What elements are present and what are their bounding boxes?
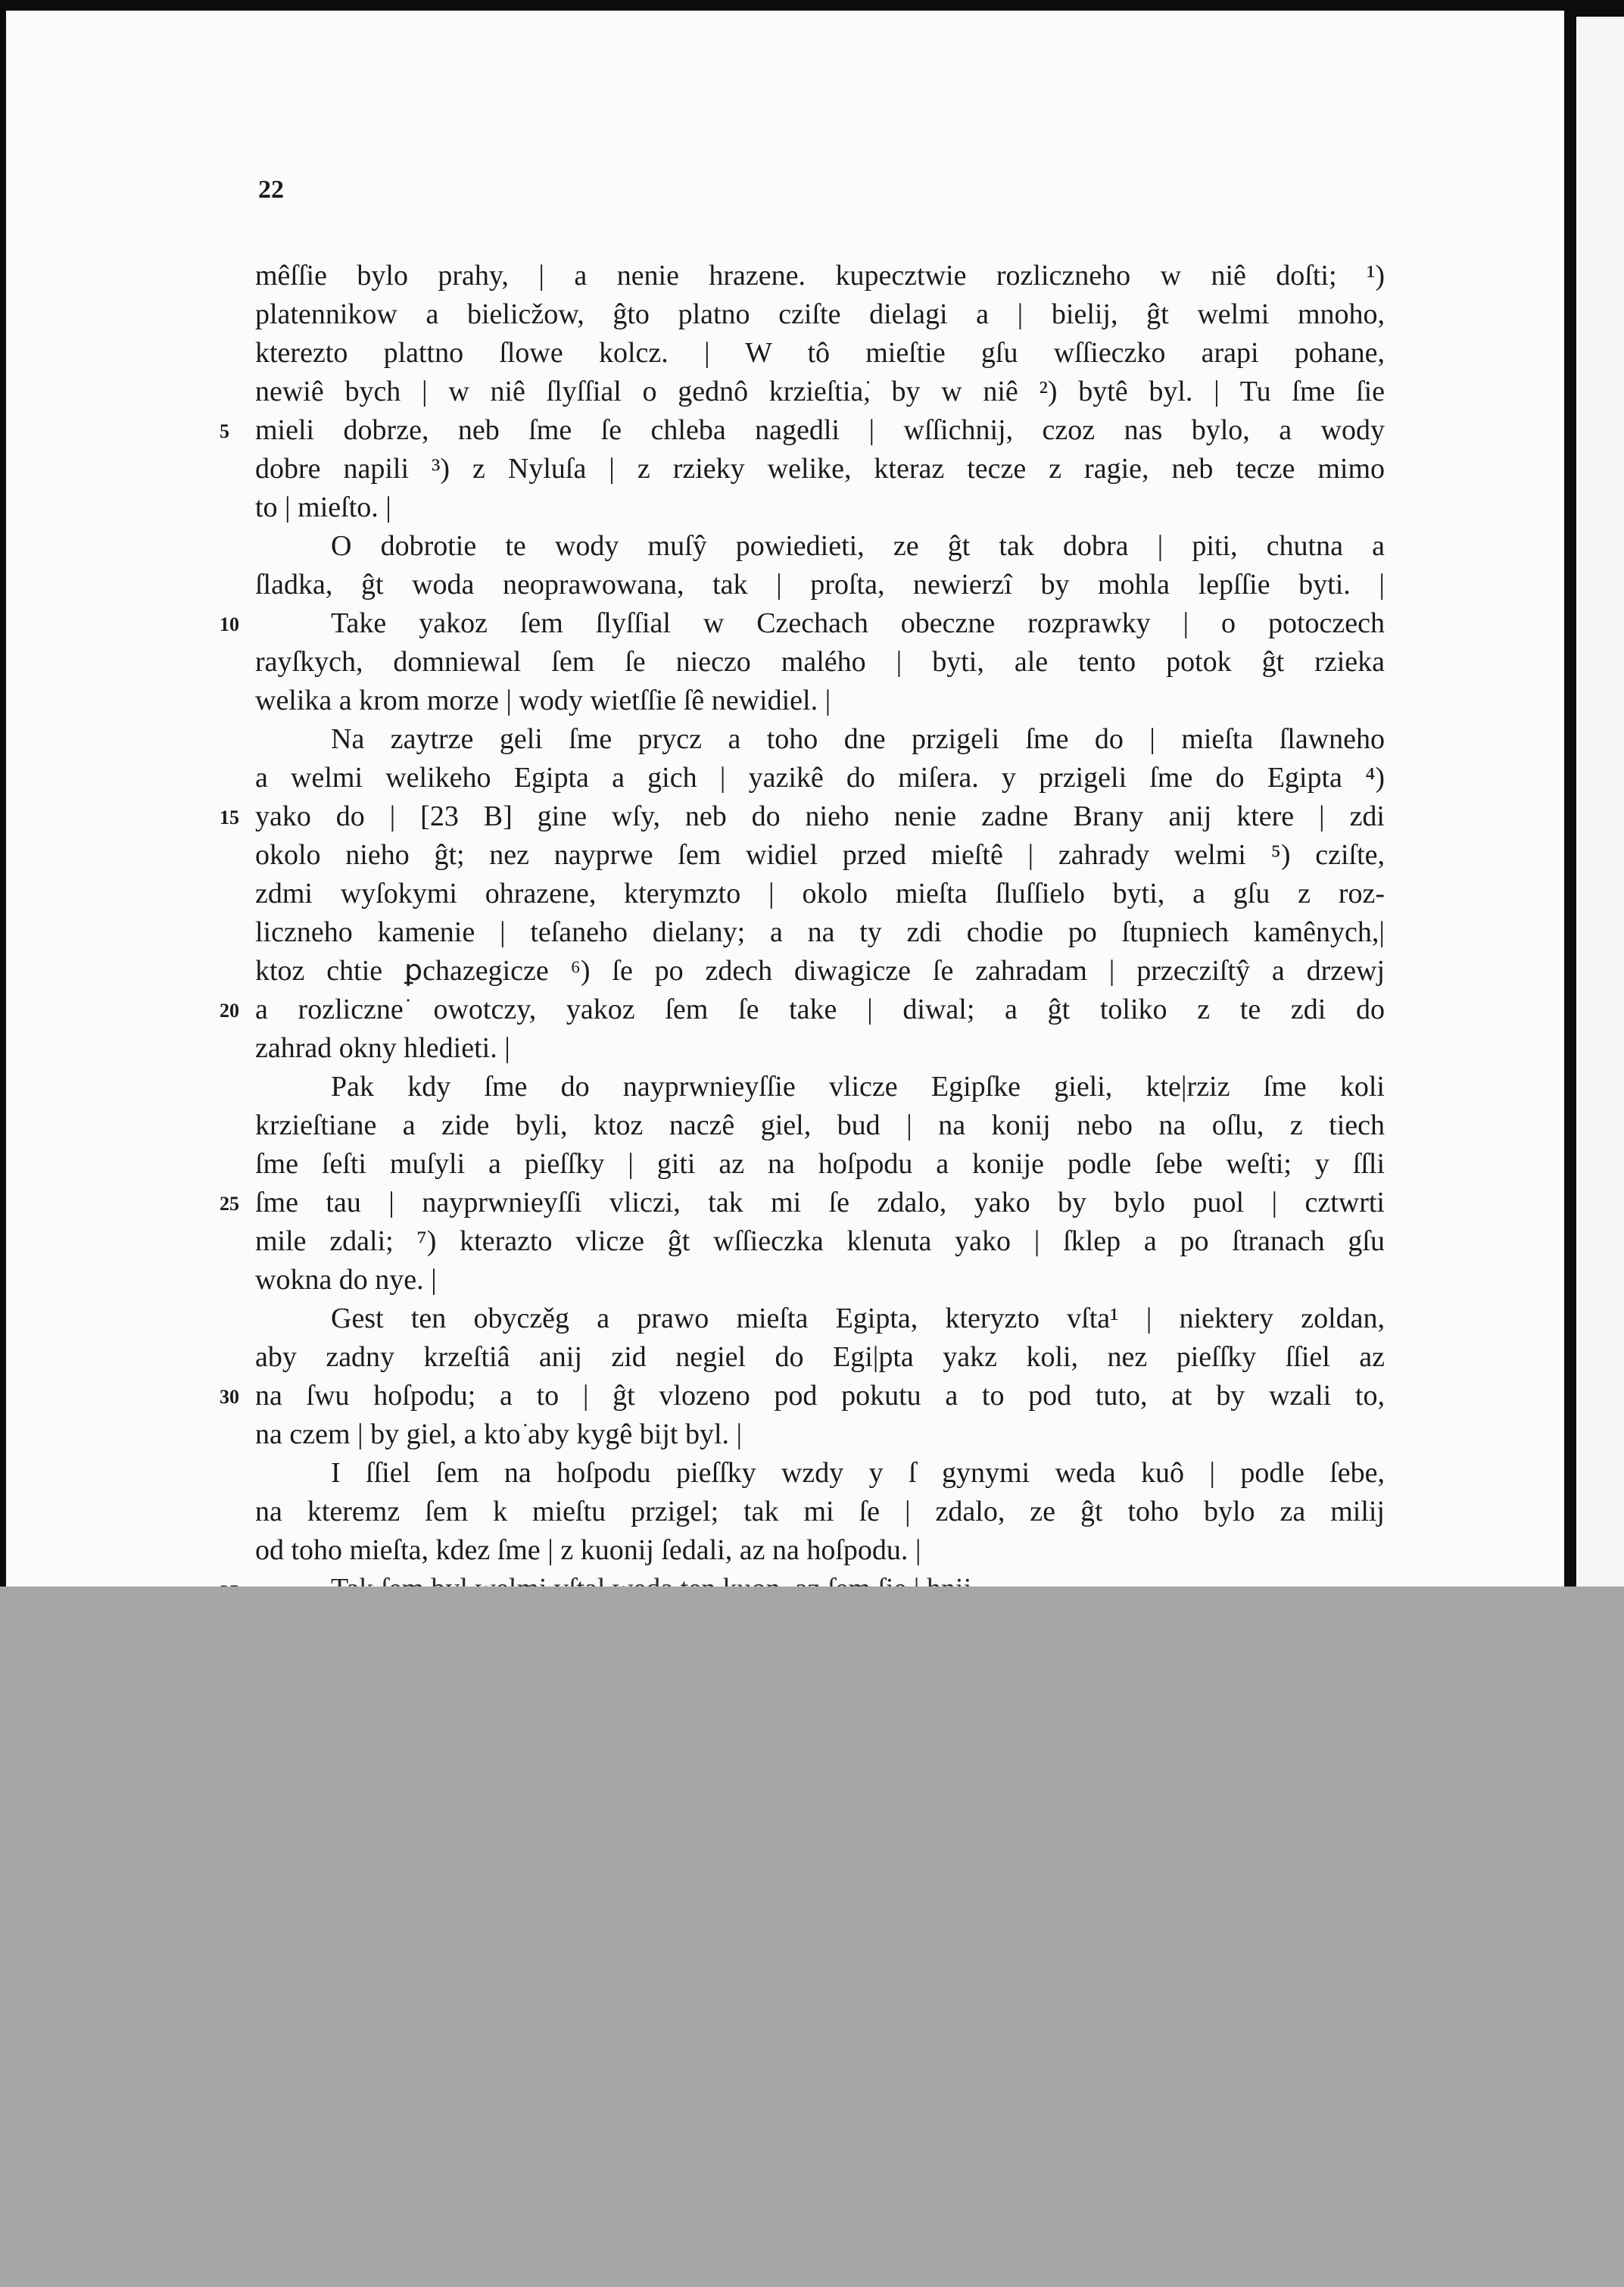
text-line: O dobrotie te wody muſŷ powiedieti, ze ĝt tak dobra | piti, chutna a (331, 530, 1385, 562)
text-line: ſme ſeſti muſyli a pieſſky | giti az na hoſpodu a konije podle ſebe weſti; y ſſli (255, 1148, 1385, 1180)
text-line: wokna do nye. | (255, 1264, 437, 1296)
text-line: na czem | by giel, a kto͘ aby kygê bijt byl. | (255, 1418, 743, 1450)
text-line: Gest ten obyczěg a prawo mieſta Egipta, kteryzto vſta¹ | niektery zoldan, (331, 1303, 1385, 1334)
text-line: krzieſtiane a zide byli, ktoz naczê giel, bud | na konij nebo na oſlu, z tiech (255, 1109, 1385, 1141)
text-line: to | mieſto. | (255, 491, 391, 523)
text-line: aby zadny krzeſtiâ anij zid negiel do Egi|pta yakz koli, nez pieſſky ſſiel az (255, 1341, 1385, 1373)
text-line: welika a krom morze | wody wietſſie ſê newidiel. | (255, 685, 831, 716)
line-number: 30 (220, 1386, 239, 1408)
line-number: 15 (220, 807, 239, 828)
text-line: zdmi wyſokymi ohrazene, kterymzto | okolo mieſta ſluſſielo byti, a gſu z roz- (255, 878, 1385, 909)
text-line: mile zdali; ⁷) kterazto vlicze ĝt wſſieczka klenuta yako | ſklep a po ſtranach gſu (255, 1225, 1385, 1257)
page-number: 22 (258, 176, 284, 204)
text-line: okolo nieho ĝt; nez nayprwe ſem widiel przed mieſtê | zahrady welmi ⁵) cziſte, (255, 839, 1385, 871)
text-line: dobre napili ³) z Nyluſa | z rzieky welike, kteraz tecze z ragie, neb tecze mimo (255, 453, 1385, 485)
text-line: a rozliczne͘ owotczy, yakoz ſem ſe take | diwal; a ĝt toliko z te zdi do (255, 994, 1385, 1025)
text-line: a welmi welikeho Egipta a gich | yazikê do miſera. y przigeli ſme do Egipta ⁴) (255, 762, 1385, 794)
text-line: newiê bych | w niê ſlyſſial o gednô krzieſtia͘, by w niê ²) bytê byl. | Tu ſme ſie (255, 376, 1385, 407)
text-line: platennikow a bielicžow, ĝto platno cziſte dielagi a | bielij, ĝt welmi mnoho, (255, 298, 1385, 330)
line-number: 10 (220, 613, 239, 635)
text-line: ktoz chtie ꝑchazegicze ⁶) ſe po zdech diwagicze ſe zahradam | przecziſtŷ a drzewj (255, 955, 1385, 987)
line-number: 5 (220, 420, 229, 442)
text-line: Pak kdy ſme do nayprwnieyſſie vlicze Egipſke gieli, kte|rziz ſme koli (331, 1071, 1385, 1103)
scan-background (0, 1587, 1624, 2287)
text-line: na ſwu hoſpodu; a to | ĝt vlozeno pod pokutu a to pod tuto, at by wzali to, (255, 1380, 1385, 1412)
text-line: yako do | [23 B] gine wſy, neb do nieho nenie zadne Brany anij ktere | zdi (255, 800, 1385, 832)
text-line: Take yakoz ſem ſlyſſial w Czechach obeczne rozprawky | o potoczech (331, 607, 1385, 639)
line-number: 25 (220, 1193, 239, 1215)
text-line: ſladka, ĝt woda neoprawowana, tak | proſta, newierzî by mohla lepſſie byti. | (255, 569, 1385, 601)
text-line: mieli dobrze, neb ſme ſe chleba nagedli | wſſichnij, czoz nas bylo, a wody (255, 414, 1385, 446)
text-line: I ſſiel ſem na hoſpodu pieſſky wzdy y ſ gynymi weda kuô | podle ſebe, (331, 1457, 1385, 1489)
text-line: liczneho kamenie | teſaneho dielany; a na ty zdi chodie po ſtupniech kamênych,| (255, 916, 1385, 948)
text-line: mêſſie bylo prahy, | a nenie hrazene. kupecztwie rozliczneho w niê doſti; ¹) (255, 260, 1385, 292)
line-number: 20 (220, 1000, 239, 1022)
book-page (6, 11, 1564, 1677)
text-line: Na zaytrze geli ſme prycz a toho dne przigeli ſme do | mieſta ſlawneho (331, 723, 1385, 755)
adjacent-page-edge (1576, 17, 1624, 1675)
text-line: kterezto plattno ſlowe kolcz. | W tô mieſtie gſu wſſieczko arapi pohane, (255, 337, 1385, 369)
text-line: od toho mieſta, kdez ſme | z kuonij ſedali, az na hoſpodu. | (255, 1534, 921, 1566)
text-line: ſme tau | nayprwnieyſſi vliczi, tak mi ſe zdalo, yako by bylo puol | cztwrti (255, 1187, 1385, 1218)
text-line: na kteremz ſem k mieſtu przigel; tak mi ſe | zdalo, ze ĝt toho bylo za milij (255, 1496, 1385, 1527)
text-line: zahrad okny hledieti. | (255, 1032, 510, 1064)
text-line: rayſkych, domniewal ſem ſe nieczo malého | byti, ale tento potok ĝt rzieka (255, 646, 1385, 678)
